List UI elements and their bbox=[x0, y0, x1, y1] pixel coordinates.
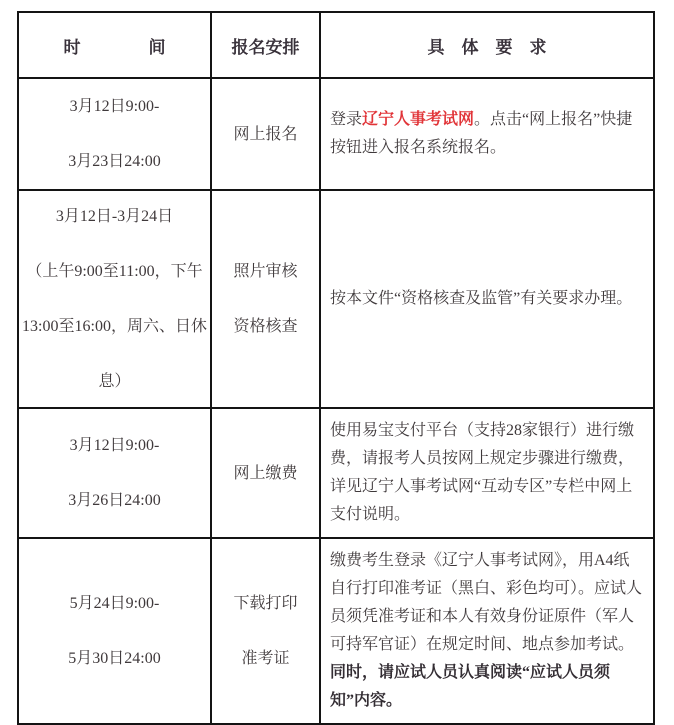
arrangement-line: 资格核查 bbox=[233, 318, 298, 335]
time-line: 5月30日24:00 bbox=[68, 650, 161, 667]
requirement-text: 。点击“网上报名”快捷按钮进入报名系统报名。 bbox=[330, 111, 633, 156]
liaoning-exam-site-link[interactable]: 辽宁人事考试网 bbox=[362, 111, 475, 128]
requirement-text: 缴费考生登录《辽宁人事考试网》，用A4纸自行打印准考证（黑白、彩色均可）。应试人员须凭准考证和本人有效身份证原件（军人可持军官证）在规定时间、地点参加考试。 bbox=[330, 552, 643, 653]
header-requirement: 具 体 要 求 bbox=[320, 12, 654, 78]
registration-schedule-table bbox=[17, 11, 655, 725]
arrangement-cell bbox=[211, 538, 320, 724]
time-line: 5月24日9:00- bbox=[69, 595, 160, 612]
table-header-row bbox=[18, 12, 654, 78]
arrangement-line: 网上报名 bbox=[233, 125, 298, 143]
table-row-online-payment bbox=[18, 408, 654, 538]
requirement-text: 使用易宝支付平台（支持28家银行）进行缴费，请报考人员按网上规定步骤进行缴费，详见辽宁人事考试网“互动专区”专栏中网上支付说明。 bbox=[330, 422, 635, 523]
table-row-online-registration bbox=[18, 78, 654, 190]
requirement-cell bbox=[320, 78, 654, 190]
time-line: 3月23日24:00 bbox=[68, 153, 161, 170]
table-row-print-admission-ticket bbox=[18, 538, 654, 724]
requirement-cell bbox=[320, 538, 654, 724]
requirement-text: 按本文件“资格核查及监管”有关要求办理。 bbox=[330, 290, 633, 307]
time-line: 13:00至16:00，周六、日休 bbox=[22, 318, 207, 335]
arrangement-line: 准考证 bbox=[241, 650, 290, 667]
requirement-text: 登录 bbox=[330, 111, 363, 128]
header-time: 时 间 bbox=[18, 12, 211, 78]
time-line: 息） bbox=[98, 373, 131, 390]
arrangement-line: 下载打印 bbox=[233, 595, 298, 612]
time-line: 3月12日-3月24日 bbox=[55, 208, 174, 225]
time-line: 3月26日24:00 bbox=[68, 492, 161, 509]
time-cell bbox=[18, 408, 211, 538]
time-cell bbox=[18, 190, 211, 408]
arrangement-cell bbox=[211, 408, 320, 538]
time-line: （上午9:00至11:00，下午 bbox=[26, 263, 203, 280]
time-line: 3月12日9:00- bbox=[69, 98, 160, 115]
time-cell bbox=[18, 78, 211, 190]
arrangement-cell bbox=[211, 78, 320, 190]
arrangement-line: 网上缴费 bbox=[233, 464, 298, 482]
arrangement-cell bbox=[211, 190, 320, 408]
requirement-bold-note: 同时，请应试人员认真阅读“应试人员须知”内容。 bbox=[330, 664, 611, 709]
requirement-cell bbox=[320, 190, 654, 408]
requirement-cell bbox=[320, 408, 654, 538]
arrangement-line: 照片审核 bbox=[233, 263, 298, 280]
table-row-photo-review bbox=[18, 190, 654, 408]
header-arrangement: 报名安排 bbox=[211, 12, 320, 78]
time-cell bbox=[18, 538, 211, 724]
time-line: 3月12日9:00- bbox=[69, 437, 160, 454]
